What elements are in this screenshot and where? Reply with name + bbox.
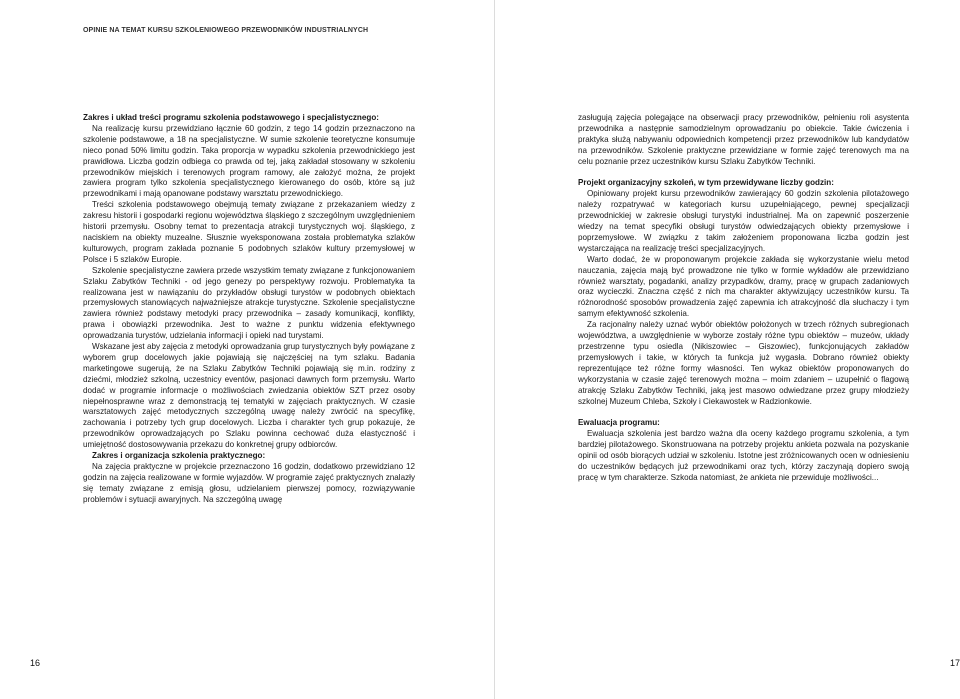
paragraph: Wskazane jest aby zajęcia z metodyki oprowadzania grup turystycznych były powiązane z wyborem grup docelowych jakie pojawiają się najczęściej na tym szlaku. Badania marketingowe sugerują, że na Szlaku Zabytków Techniki pojawiają się m.in. rodziny z dziećmi, młodzież szkolną, uczestnicy eventów, pasjonaci dawnych form przemysłu. Warto dodać w programie informacje o możliwościach zwiedzania obiektów SZT przez osoby niepełnosprawne wraz z demonstracją tej tematyki w zajęciach praktycznych. W czasie warsztatowych zajęć metodycznych szczególną uwagę należy zwrócić na specyfikę, zachowania i potrzeby tych grup docelowych. Liczba i charakter tych grup pokazuje, że przewodników oprowadzających po Szlaku powinna cechować duża elastyczność i umiejętność dostosowywania przekazu do konkretnej grupy odbiorców.	[83, 342, 415, 450]
paragraph: Ewaluacja szkolenia jest bardzo ważna dla oceny każdego programu szkolenia, a tym bardziej pilotażowego. Skonstruowana na potrzeby projektu ankieta pozwala na pozyskanie opinii od osób biorących udział w szkoleniu. Istotne jest zróżnicowanych ocen w odniesieniu do uczestników będących już przewodnikami oraz tych, którzy zaczynają dopiero swoją pracę w tym charakterze. Szkoda natomiast, że ankieta nie przewiduje możliwości...	[578, 429, 909, 482]
section-heading: Ewaluacja programu:	[578, 418, 660, 428]
paragraph: Treści szkolenia podstawowego obejmują tematy związane z przekazaniem wiedzy z zakresu historii i gospodarki regionu województwa śląskiego z szczególnym uwzględnieniem historii przemysłu. Osobny temat to prezentacja atrakcji turystycznych woj. śląskiego, z naciskiem na obiekty muzealne. Słusznie wyeksponowana została problematyka szlaków kulturowych, program zakłada poznanie 5 podobnych szlaków kultury przemysłowej w Polsce i 5 szlaków Europie.	[83, 200, 415, 264]
paragraph: Warto dodać, że w proponowanym projekcie zakłada się wykorzystanie wielu metod nauczania, zajęcia mają być prowadzone nie tylko w formie wykładów ale przewidziano również warsztaty, pogadanki, analizy przypadków, dramy, pracę w grupach zadaniowych oraz wycieczki. Znaczna część z nich ma charakter aktywizujący uczestników kursu. Ta różnorodność sposobów prowadzenia zajęć zapewnia ich atrakcyjność dla słuchaczy i tym samym efektywność szkolenia.	[578, 254, 909, 319]
page-number-left: 16	[30, 658, 41, 668]
paragraph: Na realizację kursu przewidziano łącznie 60 godzin, z tego 14 godzin przeznaczono na szkolenie podstawowe, a 18 na specjalistyczne. W sumie szkolenie teoretyczne konsumuje nieco ponad 50% limitu godzin. Taka proporcja w wypadku szkolenia przewodnickiego jest prawidłowa. Liczba godzin odbiega co prawda od tej, jaką zakładał stosowany w szkoleniu przewodników miejskich i terenowych program ramowy, ale założyć można, że projekt zawiera program tylko szkolenia specjalistycznego kierowanego do osób, które są już przewodnikami i mają opanowane podstawy warsztatu przewodnickiego.	[83, 123, 415, 199]
paragraph: Na zajęcia praktyczne w projekcie przeznaczono 16 godzin, dodatkowo przewidziano 12 godzin na zajęcia realizowane w formie wyjazdów. W programie zajęć praktycznych znalazły się tematy związane z emisją głosu, udzielaniem pierwszej pomocy, rozwiązywanie problemów i sytuacji awaryjnych. Na szczególną uwagę	[83, 462, 415, 504]
section-heading: Projekt organizacyjny szkoleń, w tym przewidywane liczby godzin:	[578, 178, 834, 188]
paragraph-gap	[578, 168, 909, 179]
running-head: OPINIE NA TEMAT KURSU SZKOLENIOWEGO PRZEWODNIKÓW INDUSTRIALNYCH	[83, 27, 369, 34]
left-page-column	[83, 113, 415, 506]
paragraph-gap	[578, 407, 909, 418]
paragraph: Szkolenie specjalistyczne zawiera przede wszystkim tematy związane z funkcjonowaniem Szlaku Zabytków Techniki - od jego genezy po perspektywy rozwoju. Problematyka ta realizowana jest w nawiązaniu do przykładów obsługi turystów w podobnych obiektach przemysłowych stanowiących najważniejsze atrakcje turystyczne. Szkolenie specjalistyczne zawiera również podstawy metodyki pracy przewodnika – zasady komunikacji, konflikty, prawa i obowiązki przewodnika. Jest to ważne z punktu widzenia efektywnego oprowadzania turystów, udzielania informacji i opieki nad turystami.	[83, 265, 415, 341]
page-gutter	[494, 0, 495, 699]
section-heading: Zakres i układ treści programu szkolenia podstawowego i specjalistycznego:	[83, 113, 379, 122]
right-page-column	[578, 113, 909, 484]
sub-heading-text: Zakres i organizacja szkolenia praktycznego:	[92, 451, 266, 461]
page-number-right: 17	[950, 658, 960, 668]
paragraph: Za racjonalny należy uznać wybór obiektów położonych w trzech różnych subregionach województwa, a uwzględnienie w wyborze zostały różne typu obiektów – muzeów, układy przestrzenne typu osiedla (Nikiszowiec – Giszowiec), funkcjonujących zakładów przemysłowych i takie, w których ta funkcja już wygasła. Dobrano również obiekty reprezentujące też różne formy własności. Ten wykaz obiektów proponowanych do wykorzystania w czasie zajęć terenowych można – moim zdaniem – uzupełnić o flagową atrakcję Szlaku Zabytków Techniki, jaką jest masowo odwiedzane przez grupy młodzieży szkolnej Muzeum Chleba, Szkoły i Ciekawostek w Radzionkowie.	[578, 320, 909, 406]
sub-heading	[83, 451, 415, 462]
paragraph: zasługują zajęcia polegające na obserwacji pracy przewodników, pełnieniu roli asystenta przewodnika a następnie samodzielnym oprowadzaniu po obiekcie. Takie ćwiczenia i praktyka służą nabywaniu odpowiednich kompetencji przez przewodników lub kandydatów na przewodników. Szkolenie praktyczne przewidziane w formie zajęć terenowych ma na celu poznanie przez uczestników kursu Szlaku Zabytków Techniki.	[578, 113, 909, 166]
paragraph: Opiniowany projekt kursu przewodników zawierający 60 godzin szkolenia pilotażowego należy rozpatrywać w kategoriach kursu uzupełniającego, pewnej specjalizacji przewodnickiej w zakresie obsługi turystyki industrialnej. Ma on zapewnić poszerzenie wiedzy na temat specyfiki obsługi turystów odwiedzających obiekty przemysłowe i poprzemysłowe. W związku z takim założeniem proponowana liczba godzin jest wystarczająca na realizację treści specjalizacyjnych.	[578, 189, 909, 253]
